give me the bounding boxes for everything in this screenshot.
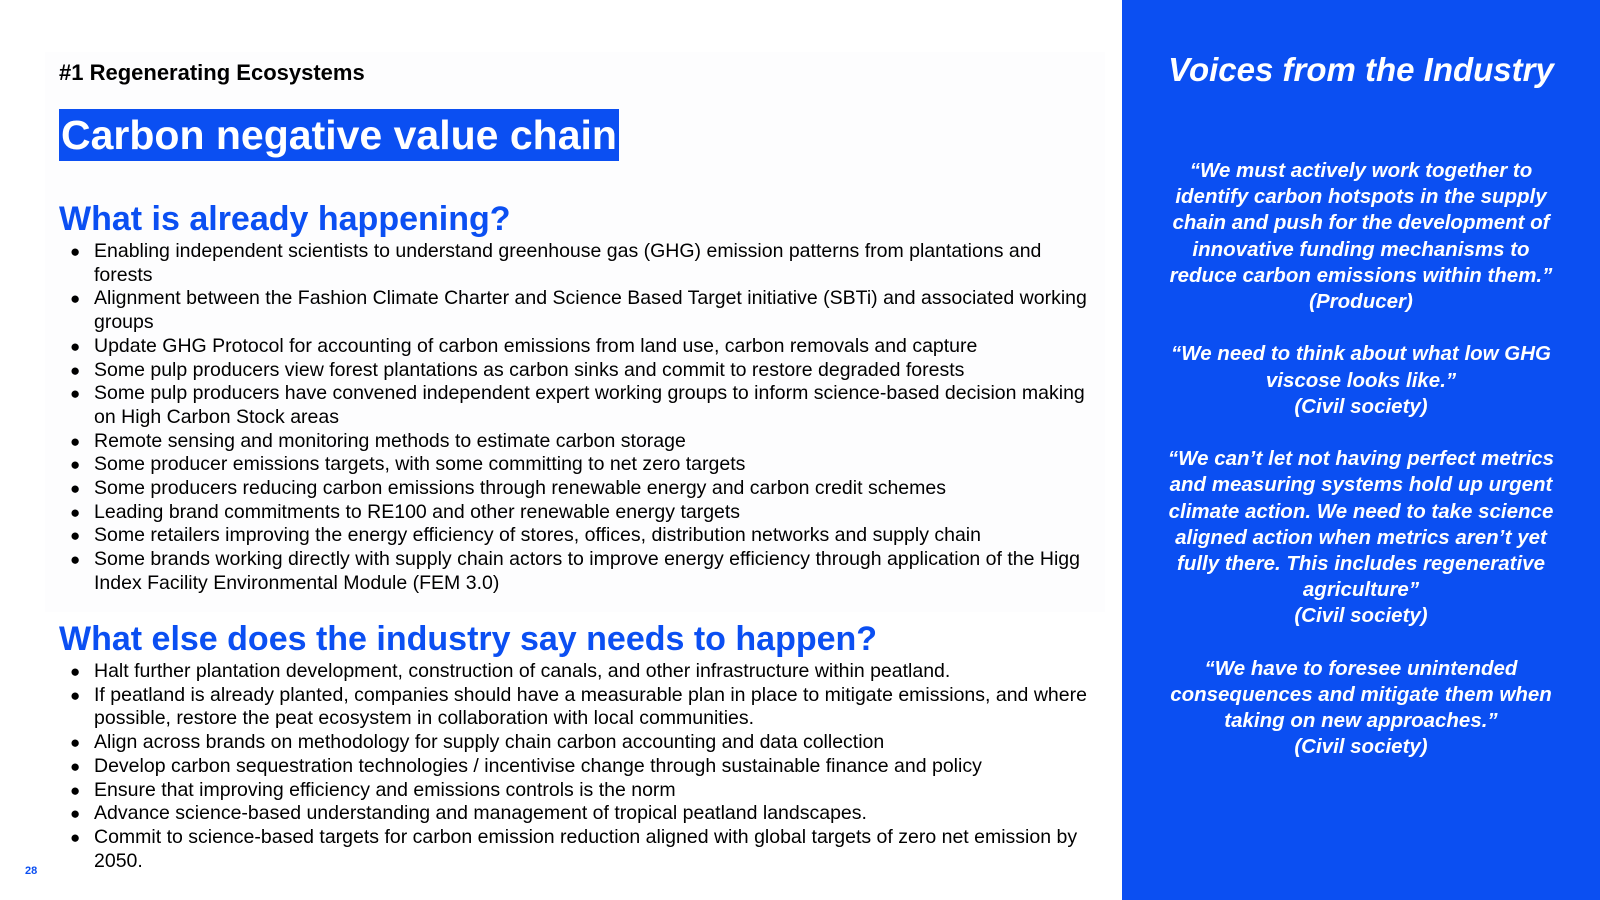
page-title: Carbon negative value chain	[59, 109, 619, 161]
list-item	[68, 453, 1103, 477]
needs-to-happen-heading: What else does the industry say needs to happen?	[59, 620, 878, 658]
bullet-icon: ●	[70, 526, 81, 546]
voices-title: Voices from the Industry	[1168, 51, 1554, 88]
quote-text: “We can’t let not having perfect metrics and measuring systems hold up urgent climate action. We need to take science aligned action when metrics aren’t yet fully there. This includes regenerative agriculture”	[1167, 447, 1555, 602]
bullet-icon: ●	[70, 336, 81, 356]
list-item	[68, 524, 1103, 548]
list-item	[68, 826, 1103, 873]
bullet-icon: ●	[70, 242, 81, 261]
list-item	[68, 501, 1103, 525]
voices-sidebar	[1122, 0, 1600, 900]
list-item	[68, 660, 1103, 684]
list-item	[68, 548, 1103, 595]
list-item	[68, 359, 1103, 383]
list-item-text: Leading brand commitments to RE100 and other renewable energy targets	[94, 500, 741, 523]
bullet-icon: ●	[70, 502, 81, 522]
list-item	[68, 802, 1103, 826]
list-item	[68, 240, 1103, 287]
list-item	[68, 684, 1103, 731]
list-item	[68, 382, 1103, 429]
quote-text: “We need to think about what low GHG viscose looks like.”	[1170, 342, 1551, 392]
quote-source: (Civil society)	[1294, 604, 1428, 628]
list-item-text: Some brands working directly with supply chain actors to improve energy efficiency through application of the Higg Index Facility Environmental Module (FEM 3.0)	[94, 548, 1080, 594]
bullet-icon: ●	[70, 804, 81, 824]
page-number: 28	[25, 865, 38, 877]
bullet-icon: ●	[70, 360, 81, 380]
list-item-text: Some producer emissions targets, with some committing to net zero targets	[94, 453, 746, 476]
bullet-icon: ●	[70, 733, 81, 753]
quote	[1157, 341, 1565, 420]
list-item	[68, 430, 1103, 454]
list-item-text: Update GHG Protocol for accounting of carbon emissions from land use, carbon removals and capture	[94, 334, 978, 357]
bullet-icon: ●	[70, 685, 81, 705]
list-item-text: Alignment between the Fashion Climate Charter and Science Based Target initiative (SBTi) and associated working groups	[94, 287, 1087, 334]
quote-source: (Civil society)	[1294, 394, 1428, 418]
bullet-icon: ●	[70, 827, 81, 847]
list-item-text: Some producers reducing carbon emissions through renewable energy and carbon credit schemes	[94, 477, 946, 500]
bullet-icon: ●	[70, 756, 81, 776]
quote-source: (Producer)	[1309, 290, 1413, 314]
list-item-text: Advance science-based understanding and management of tropical peatland landscapes.	[94, 802, 867, 825]
needs-to-happen-list	[68, 660, 1103, 873]
quote	[1157, 158, 1565, 315]
bullet-icon: ●	[70, 455, 81, 475]
list-item-text: Commit to science-based targets for carbon emission reduction aligned with global targets of zero net emission by 2050.	[94, 825, 1078, 872]
list-item-text: If peatland is already planted, companies should have a measurable plan in place to mitigate emissions, and where possible, restore the peat ecosystem in collaboration with local communities.	[94, 683, 1087, 730]
already-happening-list	[68, 240, 1103, 596]
section-label: #1 Regenerating Ecosystems	[59, 60, 365, 85]
bullet-icon: ●	[70, 431, 81, 451]
quote	[1157, 446, 1565, 629]
list-item-text: Halt further plantation development, construction of canals, and other infrastructure within peatland.	[94, 660, 951, 682]
list-item-text: Some pulp producers view forest plantations as carbon sinks and commit to restore degraded forests	[94, 358, 965, 381]
quote-text: “We have to foresee unintended consequences and mitigate them when taking on new approaches.”	[1170, 656, 1552, 733]
bullet-icon: ●	[70, 662, 81, 681]
list-item	[68, 335, 1103, 359]
list-item-text: Remote sensing and monitoring methods to estimate carbon storage	[94, 429, 686, 452]
list-item	[68, 287, 1103, 334]
list-item	[68, 477, 1103, 501]
list-item-text: Align across brands on methodology for supply chain carbon accounting and data collection	[94, 731, 885, 754]
already-happening-heading: What is already happening?	[59, 200, 511, 238]
list-item-text: Some pulp producers have convened independent expert working groups to inform science-based decision making on High Carbon Stock areas	[94, 382, 1085, 428]
list-item-text: Develop carbon sequestration technologies / incentivise change through sustainable finance and policy	[94, 754, 982, 777]
list-item-text: Some retailers improving the energy efficiency of stores, offices, distribution networks and supply chain	[94, 524, 981, 547]
list-item	[68, 779, 1103, 803]
list-item-text: Enabling independent scientists to understand greenhouse gas (GHG) emission patterns from plantations and forests	[94, 240, 1042, 286]
bullet-icon: ●	[70, 289, 81, 309]
list-item	[68, 755, 1103, 779]
quotes-list	[1157, 158, 1565, 787]
quote	[1157, 656, 1565, 761]
bullet-icon: ●	[70, 479, 81, 499]
bullet-icon: ●	[70, 384, 81, 404]
list-item	[68, 731, 1103, 755]
bullet-icon: ●	[70, 780, 81, 800]
quote-source: (Civil society)	[1294, 735, 1428, 759]
bullet-icon: ●	[70, 550, 81, 570]
list-item-text: Ensure that improving efficiency and emissions controls is the norm	[94, 778, 676, 801]
quote-text: “We must actively work together to identify carbon hotspots in the supply chain and push for the development of innovative funding mechanisms to reduce carbon emissions within them.”	[1169, 159, 1553, 287]
